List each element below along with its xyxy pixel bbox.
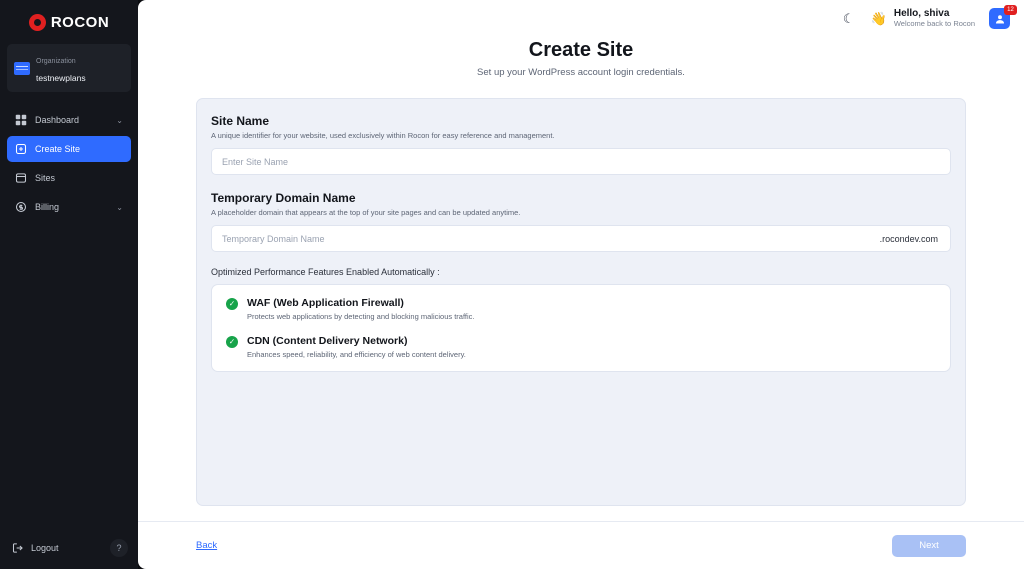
rocon-logo-icon — [29, 14, 46, 31]
theme-toggle-moon-icon[interactable]: ☾ — [842, 10, 855, 26]
spacer — [211, 175, 951, 191]
topbar — [138, 0, 1024, 37]
logout-icon — [12, 542, 24, 554]
dollar-circle-icon — [15, 201, 27, 213]
sidebar — [0, 0, 138, 569]
logout-label: Logout — [31, 543, 59, 553]
check-circle-icon: ✓ — [226, 298, 238, 310]
sidebar-item-label: Sites — [35, 173, 56, 183]
organization-name: testnewplans — [36, 73, 86, 83]
account-menu[interactable] — [989, 7, 1014, 29]
check-circle-icon: ✓ — [226, 336, 238, 348]
temporary-domain-field-group — [211, 191, 951, 252]
features-card — [211, 284, 951, 372]
logout-button[interactable] — [12, 542, 59, 554]
sidebar-nav — [0, 104, 138, 223]
site-name-field-group — [211, 114, 951, 175]
features-label: Optimized Performance Features Enabled Automatically : — [211, 267, 440, 277]
form-panel-wrapper — [138, 78, 1024, 506]
main-content — [138, 0, 1024, 569]
domain-suffix-label: .rocondev.com — [879, 233, 938, 244]
create-site-form-panel — [196, 98, 966, 506]
sidebar-item-sites[interactable] — [7, 165, 131, 191]
chevron-down-icon: ⌄ — [116, 115, 123, 125]
next-button[interactable]: Next — [892, 535, 966, 557]
sidebar-footer — [0, 539, 138, 569]
sidebar-item-label: Dashboard — [35, 115, 80, 125]
organization-label: Organization — [36, 58, 76, 65]
sidebar-item-label: Create Site — [35, 144, 81, 154]
feature-description: Protects web applications by detecting and blocking malicious traffic. — [247, 312, 475, 321]
site-name-description: A unique identifier for your website, used exclusively within Rocon for easy reference and management. — [211, 131, 555, 140]
building-icon — [14, 62, 30, 75]
brand-name: ROCON — [50, 13, 110, 31]
page-title: Create Site — [528, 39, 634, 61]
page-header — [138, 39, 1024, 78]
brand-logo — [0, 6, 138, 38]
sidebar-item-label: Billing — [35, 202, 60, 212]
feature-text — [247, 335, 466, 359]
user-icon — [994, 13, 1006, 25]
sidebar-item-billing[interactable] — [7, 194, 131, 220]
organization-selector[interactable] — [7, 44, 131, 92]
temporary-domain-input[interactable] — [212, 226, 868, 251]
feature-name: CDN (Content Delivery Network) — [247, 335, 408, 347]
feature-cdn — [226, 335, 936, 359]
feature-description: Enhances speed, reliability, and efficiency of web content delivery. — [247, 350, 466, 359]
help-button[interactable]: ? — [110, 539, 128, 557]
notification-badge: 12 — [1004, 5, 1017, 15]
site-name-title: Site Name — [211, 114, 270, 128]
page-subtitle: Set up your WordPress account login credentials. — [477, 67, 685, 78]
site-name-input[interactable] — [211, 148, 951, 175]
sidebar-item-create-site[interactable] — [7, 136, 131, 162]
sidebar-item-dashboard[interactable] — [7, 107, 131, 133]
user-greeting — [871, 8, 975, 28]
greeting-text — [894, 8, 975, 28]
grid-icon — [15, 114, 27, 126]
temporary-domain-description: A placeholder domain that appears at the top of your site pages and can be updated anytime. — [211, 208, 521, 217]
back-link[interactable]: Back — [196, 540, 218, 551]
greeting-hello: Hello, shiva — [893, 8, 950, 20]
feature-name: WAF (Web Application Firewall) — [247, 297, 404, 309]
feature-waf — [226, 297, 936, 321]
chevron-down-icon: ⌄ — [116, 202, 123, 212]
feature-text — [247, 297, 474, 321]
greeting-welcome: Welcome back to Rocon — [893, 18, 975, 28]
waving-hand-icon: 👋 — [870, 10, 887, 26]
form-footer — [138, 521, 1024, 569]
temporary-domain-title: Temporary Domain Name — [211, 191, 356, 205]
plus-square-icon — [15, 143, 27, 155]
temporary-domain-input-row — [211, 225, 951, 252]
organization-meta — [36, 50, 124, 86]
browser-icon — [15, 172, 27, 184]
